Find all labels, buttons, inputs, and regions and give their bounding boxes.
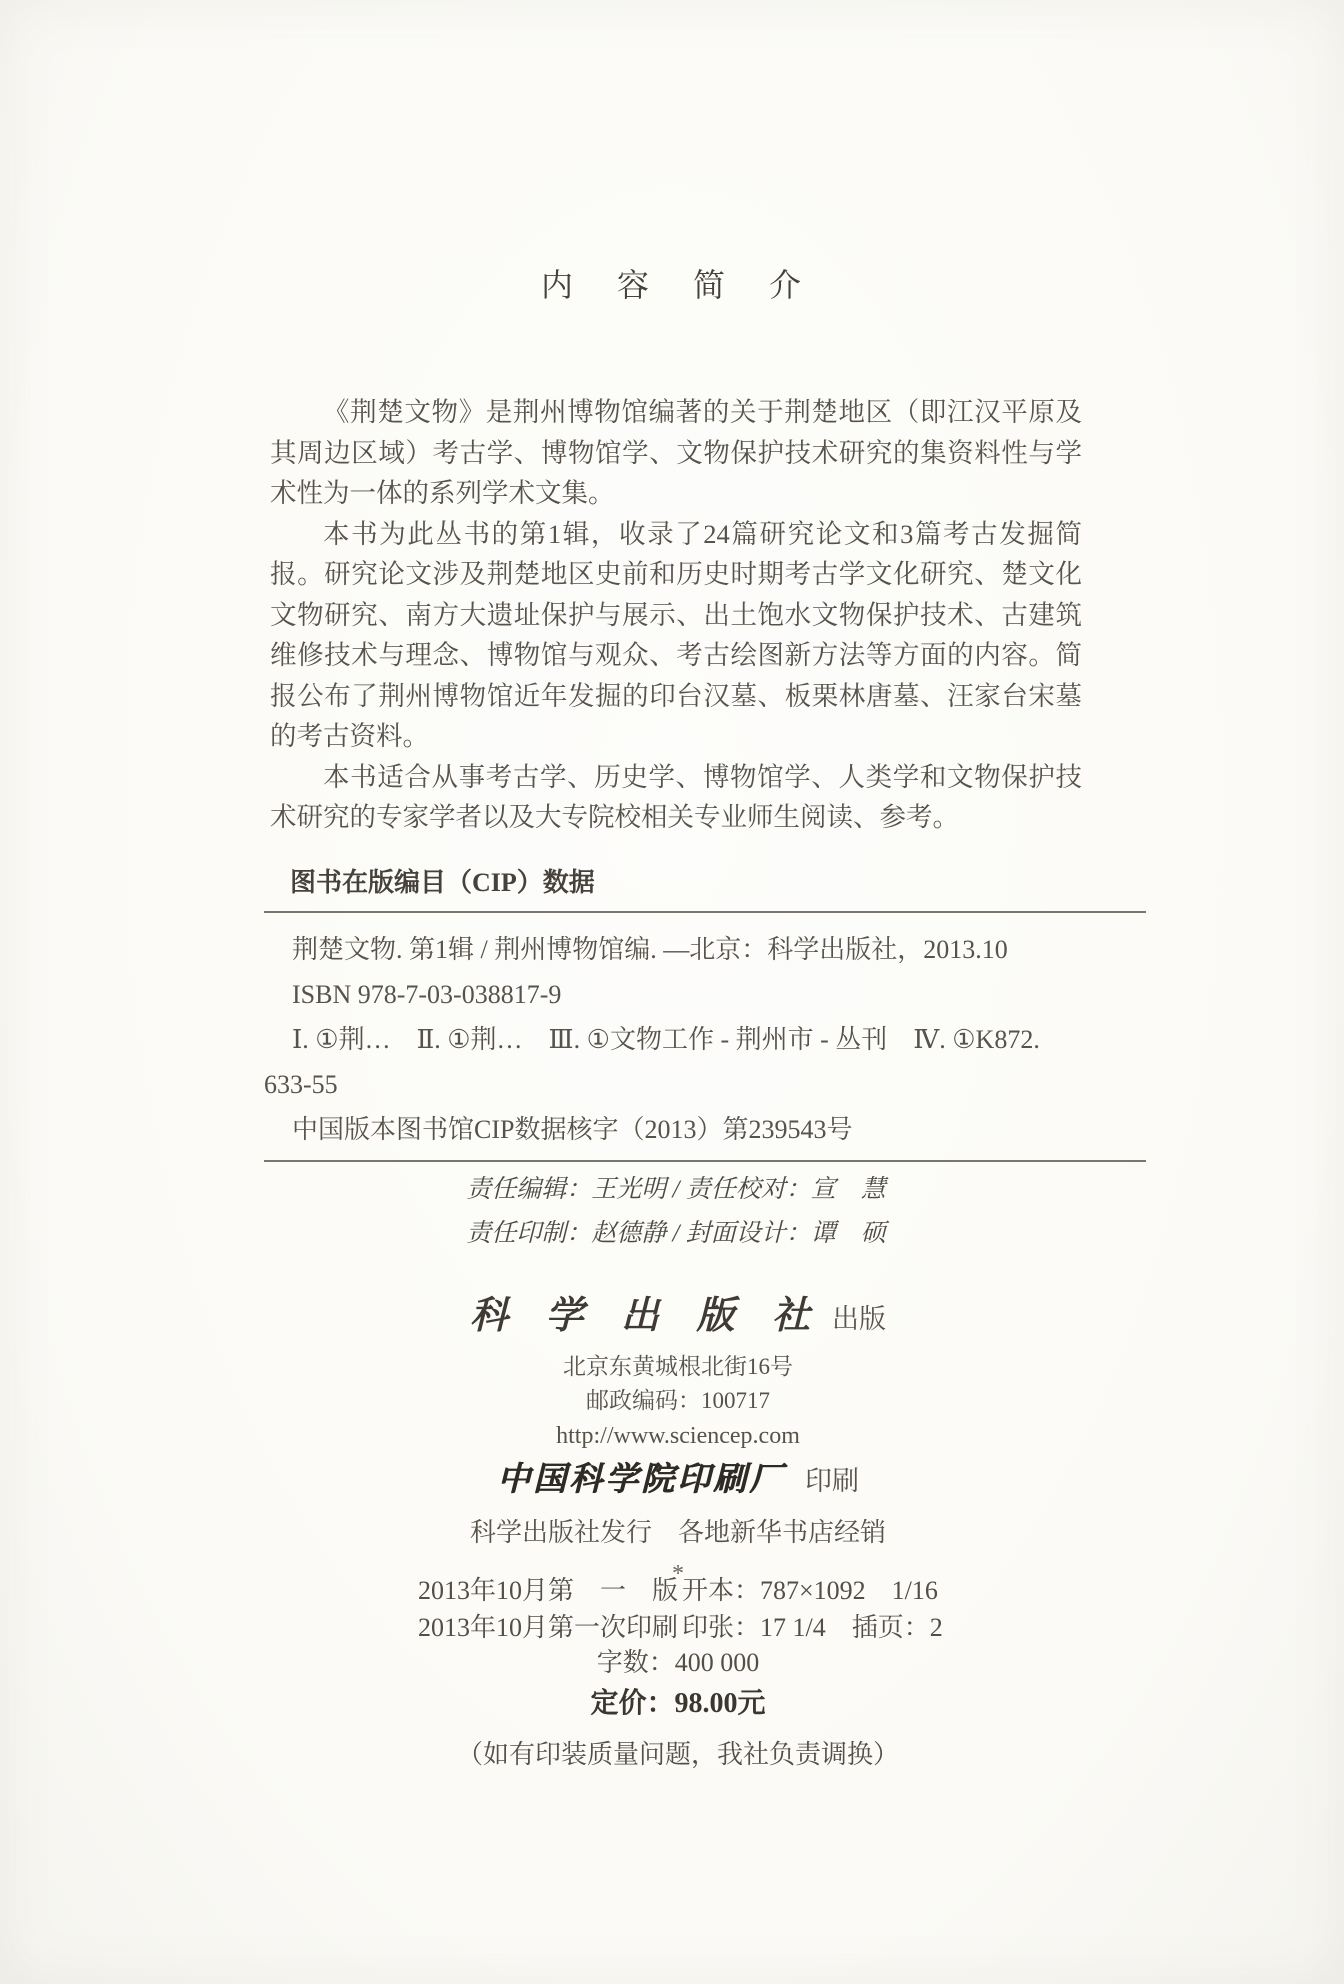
- cip-classification-continued: 633-55: [264, 1070, 338, 1099]
- price: 定价：98.00元: [590, 1688, 766, 1719]
- publisher-section: [270, 1290, 1086, 1589]
- cip-isbn: ISBN 978-7-03-038817-9: [292, 980, 562, 1009]
- sheets-spec: 印张：17 1/4 插页：2: [682, 1613, 943, 1642]
- intro-paragraph-1: 《荆楚文物》是荆州博物馆编著的关于荆楚地区（即江汉平原及其周边区域）考古学、博物馆学、文物保护技术研究的集资料性与学术性为一体的系列学术文集。: [270, 397, 1082, 508]
- star-separator: *: [672, 1561, 684, 1587]
- printer-line: [270, 1457, 1086, 1509]
- printer-logo: 中国科学院印刷厂: [497, 1462, 785, 1498]
- intro-section: [270, 392, 1082, 838]
- printing-date: 2013年10月第一次印刷: [418, 1613, 679, 1642]
- cip-title-line: 荆楚文物. 第1辑 / 荆州博物馆编. —北京：科学出版社，2013.10: [292, 935, 1008, 964]
- distribution-line: 科学出版社发行 各地新华书店经销: [469, 1518, 886, 1547]
- cip-bottom-rule: [264, 1160, 1146, 1162]
- staff-printing-line: 责任印制：赵德静 / 封面设计：谭 硕: [466, 1220, 886, 1247]
- cip-header: 图书在版编目（CIP）数据: [290, 868, 595, 897]
- word-count: 字数：400 000: [596, 1648, 760, 1677]
- print-suffix-label: 印刷: [805, 1466, 859, 1496]
- cip-body: [264, 927, 1146, 1152]
- intro-paragraph-2: 本书为此丛书的第1辑，收录了24篇研究论文和3篇考古发掘简报。研究论文涉及荆楚地区史前和历史时期考古学文化研究、楚文化文物研究、南方大遗址保护与展示、出土饱水文物保护技术、古建筑维修技术与理念、博物馆与观众、考古绘图新方法等方面的内容。简报公布了荆州博物馆近年发掘的印台汉墓、板栗林唐墓、汪家台宋墓的考古资料。: [270, 518, 1082, 751]
- edition-section: [270, 1570, 1086, 1771]
- page-title: 内 容 简 介: [540, 267, 807, 303]
- edition-row-1: [270, 1570, 1086, 1607]
- edition-row-2: [270, 1607, 1086, 1644]
- publisher-postcode: 邮政编码：100717: [586, 1388, 770, 1413]
- science-press-logo: 科 学 出 版 社: [469, 1295, 812, 1337]
- publisher-logo-line: [270, 1290, 1086, 1350]
- cip-top-rule: [264, 911, 1146, 913]
- cip-section: [264, 866, 1146, 1162]
- publisher-address: 北京东黄城根北街16号: [563, 1354, 793, 1379]
- staff-editors-line: 责任编辑：王光明 / 责任校对：宣 慧: [466, 1176, 886, 1203]
- quality-note: （如有印装质量问题，我社负责调换）: [456, 1740, 899, 1769]
- publish-suffix-label: 出版: [832, 1304, 886, 1334]
- cip-classification: Ⅰ. ①荆… Ⅱ. ①荆… Ⅲ. ①文物工作 - 荆州市 - 丛刊 Ⅳ. ①K872.: [292, 1025, 1040, 1054]
- format-spec: 开本：787×1092 1/16: [682, 1576, 938, 1605]
- staff-credits-section: [270, 1168, 1082, 1256]
- cip-record-number: 中国版本图书馆CIP数据核字（2013）第239543号: [292, 1115, 853, 1144]
- edition-date: 2013年10月第 一 版: [418, 1576, 679, 1605]
- publisher-website: http://www.sciencep.com: [556, 1423, 800, 1449]
- intro-paragraph-3: 本书适合从事考古学、历史学、博物馆学、人类学和文物保护技术研究的专家学者以及大专院校相关专业师生阅读、参考。: [270, 761, 1082, 832]
